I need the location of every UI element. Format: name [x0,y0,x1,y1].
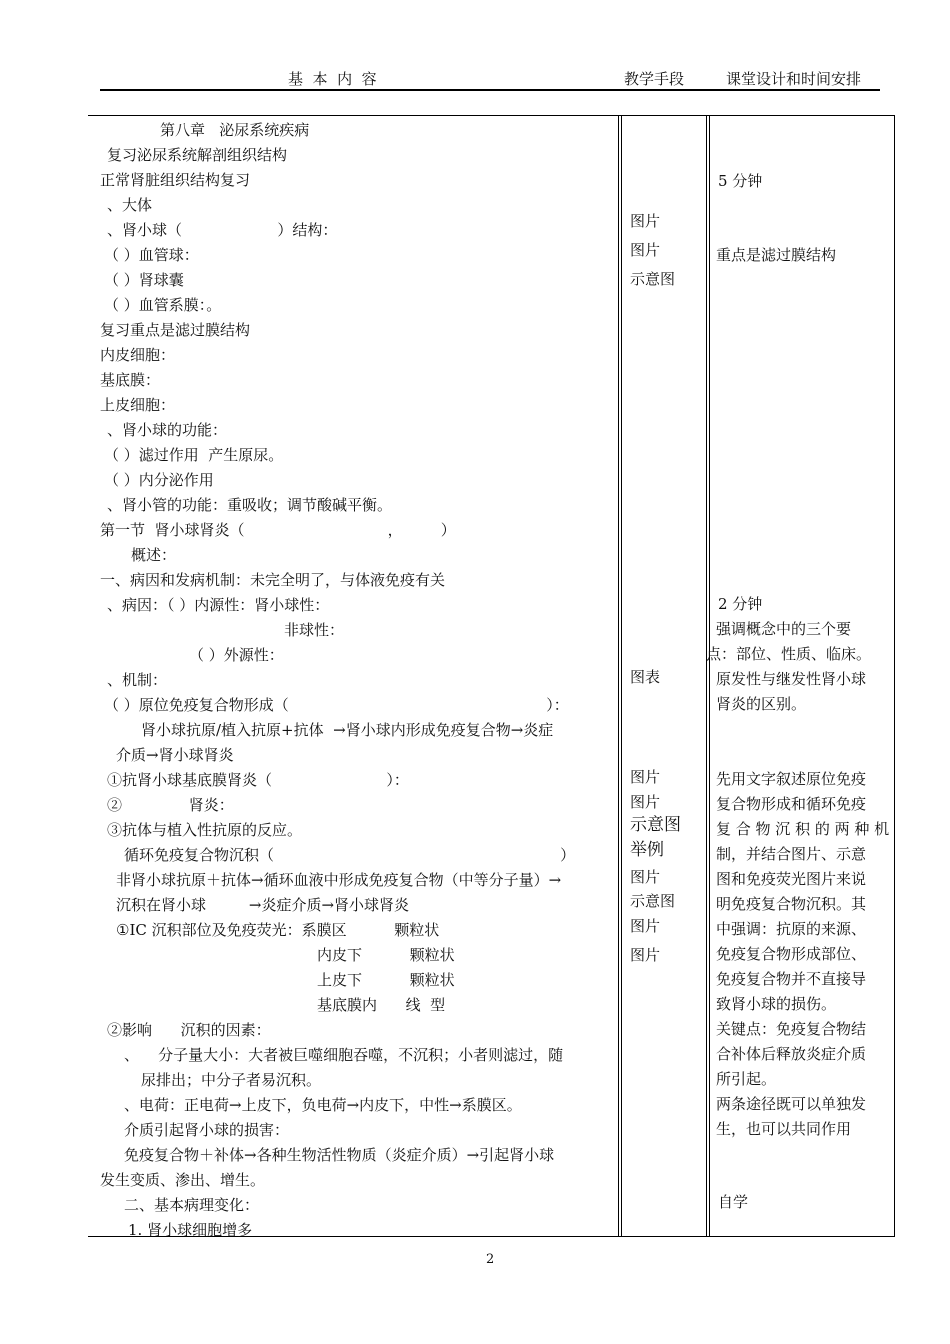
design-note: 原发性与继发性肾小球 [716,670,867,688]
means-item: 图片 [630,917,661,935]
design-note: 致肾小球的损伤。 [716,995,837,1013]
content-line: 循环免疫复合物沉积（ ） [124,846,576,864]
content-line: 概述： [131,546,177,564]
design-note: 中强调：抗原的来源、 [716,920,867,938]
content-line: 尿排出；中分子者易沉积。 [141,1071,322,1089]
content-line: （ ）血管系膜：。 [104,296,222,314]
design-note: 生，也可以共同作用 [716,1120,852,1138]
design-note: 复 合 物 沉 积 的 两 种 机 [716,820,890,838]
header-teaching-means: 教学手段 [624,70,685,88]
content-line: （ ）原位免疫复合物形成（ ）： [104,696,569,714]
column-divider [621,115,622,1236]
design-note: 5 分钟 [718,172,763,190]
content-line: 肾小球抗原/植入抗原+抗体 →肾小球内形成免疫复合物→炎症 [141,721,554,739]
content-line: 沉积在肾小球 →炎症介质→肾小球肾炎 [116,896,410,914]
means-item: 图片 [630,868,661,886]
design-note: 2 分钟 [718,595,763,613]
content-line: 介质→肾小球肾炎 [116,746,234,764]
content-line: （ ）血管球： [104,246,199,264]
content-line: ①抗肾小球基底膜肾炎（ ）： [107,771,409,789]
content-line: 上皮细胞： [100,396,176,414]
content-line: 、肾小球的功能： [107,421,228,439]
content-line: ②影响 沉积的因素： [107,1021,271,1039]
page-number: 2 [486,1252,495,1267]
content-line: 、病因：（ ）内源性：肾小球性： [107,596,330,614]
means-item: 示意图 [630,815,681,835]
content-line: ①IC 沉积部位及免疫荧光：系膜区 颗粒状 [116,921,440,939]
content-line: 免疫复合物＋补体→各种生物活性物质（炎症介质）→引起肾小球 [124,1146,555,1164]
design-note: 制，并结合图片、示意 [716,845,867,863]
means-item: 示意图 [630,270,676,288]
design-note: 重点是滤过膜结构 [716,246,837,264]
content-line: （ ）外源性： [189,646,284,664]
content-line: 内皮细胞： [100,346,176,364]
header-class-design: 课堂设计和时间安排 [726,70,862,88]
content-line: 、肾小管的功能：重吸收；调节酸碱平衡。 [107,496,393,514]
design-note: 关键点：免疫复合物结 [716,1020,867,1038]
table-top-border [88,115,895,116]
content-line: 介质引起肾小球的损害： [124,1121,290,1139]
design-note: 先用文字叙述原位免疫 [716,770,867,788]
content-line: （ ）肾球囊 [104,271,184,289]
content-line: 内皮下 颗粒状 [317,946,455,964]
content-line: 上皮下 颗粒状 [317,971,455,989]
content-line: 、机制： [107,671,168,689]
design-note: 免疫复合物形成部位、 [716,945,867,963]
means-item: 示意图 [630,892,676,910]
column-divider [706,115,707,1236]
design-note: 合补体后释放炎症介质 [716,1045,867,1063]
column-divider [618,115,619,1236]
section-title: 第一节 肾小球肾炎（ ， ） [100,521,456,539]
content-line: 非球性： [284,621,345,639]
content-line: 复习泌尿系统解剖组织结构 [107,146,288,164]
content-line: （ ）内分泌作用 [104,471,214,489]
content-line: 、电荷：正电荷→上皮下，负电荷→内皮下，中性→系膜区。 [124,1096,522,1114]
design-note: 自学 [718,1193,749,1211]
header-content-title: 基 本 内 容 [288,70,377,88]
design-note: 肾炎的区别。 [716,695,807,713]
design-note: 两条途径既可以单独发 [716,1095,867,1113]
means-item: 图片 [630,793,661,811]
design-note: 明免疫复合物沉积。其 [716,895,867,913]
means-item: 图片 [630,241,661,259]
content-line: 非肾小球抗原＋抗体→循环血液中形成免疫复合物（中等分子量）→ [116,871,562,889]
content-line: 、肾小球（ ）结构： [107,221,338,239]
content-line: 二、基本病理变化： [124,1196,260,1214]
content-line: 发生变质、渗出、增生。 [100,1171,266,1189]
content-line: 1. 肾小球细胞增多 [128,1221,253,1239]
means-item: 举例 [630,840,664,860]
content-line: ② 肾炎： [107,796,234,814]
design-note: 强调概念中的三个要 [716,620,852,638]
design-note: 复合物形成和循环免疫 [716,795,867,813]
content-line: 基底膜： [100,371,161,389]
content-line: 、大体 [107,196,153,214]
content-line: 正常肾脏组织结构复习 [100,171,251,189]
header-rule [100,89,880,91]
column-divider [709,115,710,1236]
content-line: （ ）滤过作用 产生原尿。 [104,446,284,464]
content-line: 复习重点是滤过膜结构 [100,321,251,339]
content-line: 基底膜内 线 型 [317,996,446,1014]
design-note: 免疫复合物并不直接导 [716,970,867,988]
design-note: 点：部位、性质、临床。 [706,645,872,663]
means-item: 图表 [630,668,661,686]
design-note: 所引起。 [716,1070,777,1088]
content-line: ③抗体与植入性抗原的反应。 [107,821,303,839]
design-note: 图和免疫荧光图片来说 [716,870,867,888]
means-item: 图片 [630,212,661,230]
content-line: 、 分子量大小：大者被巨噬细胞吞噬，不沉积；小者则滤过，随 [124,1046,564,1064]
chapter-title: 第八章 泌尿系统疾病 [160,121,310,139]
means-item: 图片 [630,946,661,964]
content-line: 一、病因和发病机制：未完全明了，与体液免疫有关 [100,571,446,589]
table-right-border [894,115,895,1236]
means-item: 图片 [630,768,661,786]
